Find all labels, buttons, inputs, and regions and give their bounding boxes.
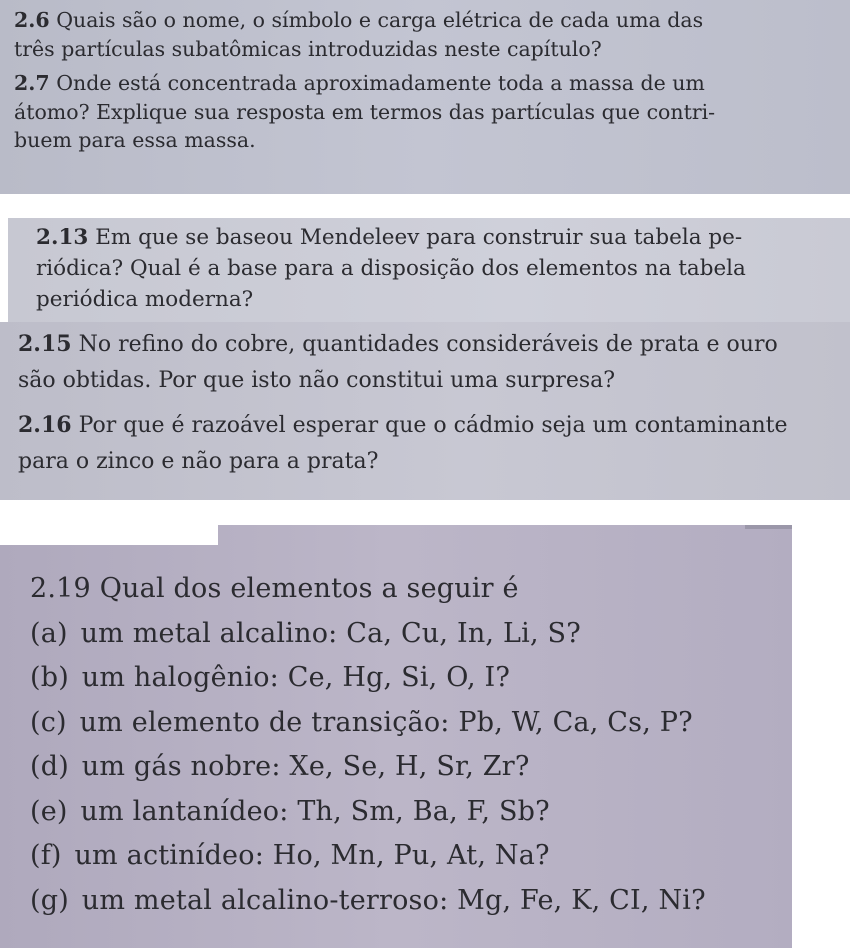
option-text: um gás nobre: Xe, Se, H, Sr, Zr? bbox=[81, 751, 530, 782]
option-letter: (f) bbox=[30, 840, 62, 871]
option-letter: (d) bbox=[30, 751, 69, 782]
option-letter: (a) bbox=[30, 617, 68, 649]
option-g bbox=[30, 879, 782, 924]
question-text: Em que se baseou Mendeleev para construir sua tabela pe- bbox=[95, 225, 743, 250]
question-2-16 bbox=[18, 407, 846, 480]
option-e bbox=[30, 790, 782, 835]
question-block-2a bbox=[8, 218, 850, 322]
question-text: são obtidas. Por que isto não constitui uma surpresa? bbox=[18, 368, 616, 393]
option-text: um halogênio: Ce, Hg, Si, O, I? bbox=[81, 662, 511, 693]
question-line bbox=[18, 326, 846, 363]
question-block-2b bbox=[0, 322, 850, 500]
question-text: Quais são o nome, o símbolo e carga elétrica de cada uma das bbox=[56, 8, 704, 32]
option-f bbox=[30, 834, 782, 879]
question-number: 2.15 bbox=[18, 331, 72, 357]
question-number: 2.7 bbox=[14, 71, 50, 95]
question-2-6 bbox=[14, 6, 840, 63]
question-stem: Qual dos elementos a seguir é bbox=[99, 573, 519, 604]
question-line bbox=[14, 6, 840, 35]
question-number: 2.13 bbox=[36, 225, 89, 250]
question-text: três partículas subatômicas introduzidas neste capítulo? bbox=[14, 36, 602, 61]
question-line bbox=[36, 222, 840, 253]
question-block-1 bbox=[0, 0, 850, 194]
option-d bbox=[30, 745, 782, 790]
question-text: átomo? Explique sua resposta em termos das partículas que contri- bbox=[14, 99, 716, 124]
question-text: Por que é razoável esperar que o cádmio seja um contaminante bbox=[78, 413, 788, 438]
question-text: para o zinco e não para a prata? bbox=[18, 449, 379, 474]
question-text: No refino do cobre, quantidades consideráveis de prata e ouro bbox=[78, 332, 778, 357]
option-b bbox=[30, 656, 782, 701]
option-c bbox=[30, 701, 782, 746]
option-letter: (b) bbox=[30, 662, 69, 693]
question-number: 2.16 bbox=[18, 412, 72, 438]
question-2-7 bbox=[14, 69, 840, 155]
option-letter: (e) bbox=[30, 795, 68, 827]
page-notch bbox=[0, 525, 218, 545]
option-letter: (c) bbox=[30, 706, 67, 738]
question-2-15 bbox=[18, 326, 846, 399]
question-line bbox=[18, 407, 846, 444]
question-number: 2.19 bbox=[30, 573, 91, 604]
question-text: periódica moderna? bbox=[36, 287, 254, 312]
option-text: um elemento de transição: Pb, W, Ca, Cs, P? bbox=[79, 706, 693, 738]
option-text: um lantanídeo: Th, Sm, Ba, F, Sb? bbox=[80, 795, 550, 827]
option-letter: (g) bbox=[30, 884, 69, 916]
question-line bbox=[30, 567, 782, 612]
question-text: Onde está concentrada aproximadamente toda a massa de um bbox=[56, 71, 705, 95]
question-2-13 bbox=[36, 222, 840, 315]
page-corner-shadow bbox=[745, 525, 792, 529]
option-text: um actinídeo: Ho, Mn, Pu, At, Na? bbox=[74, 840, 550, 871]
option-text: um metal alcalino-terroso: Mg, Fe, K, CI, Ni? bbox=[81, 884, 706, 916]
option-a bbox=[30, 612, 782, 657]
question-text: riódica? Qual é a base para a disposição dos elementos na tabela bbox=[36, 256, 746, 281]
option-text: um metal alcalino: Ca, Cu, In, Li, S? bbox=[80, 617, 581, 649]
question-line bbox=[14, 69, 840, 98]
question-block-3 bbox=[0, 525, 792, 948]
question-text: buem para essa massa. bbox=[14, 128, 256, 152]
question-number: 2.6 bbox=[14, 8, 50, 32]
